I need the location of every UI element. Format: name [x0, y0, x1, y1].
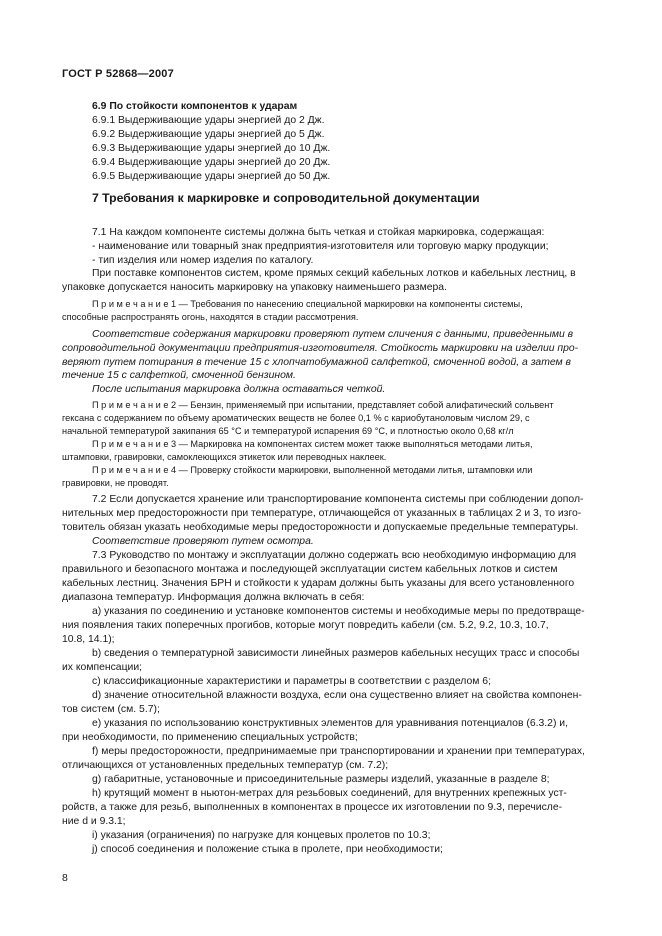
list-item-line: g) габаритные, установочные и присоединительные размеры изделий, указанные в разделе 8;: [92, 774, 550, 785]
paragraph-line: кабельных лестниц. Значения БРН и стойкости к ударам должны быть указаны для всего установленного: [62, 578, 575, 589]
paragraph-line: диапазона температур. Информация должна включать в себя:: [62, 592, 365, 603]
paragraph-line: правильного и безопасного монтажа и последующей эксплуатации систем кабельных лотков и систем: [62, 564, 558, 575]
list-item-line: а) указания по соединению и установке компонентов системы и необходимые меры по предотвраще-: [92, 606, 585, 617]
standard-header: ГОСТ Р 52868—2007: [62, 68, 174, 80]
clause-6-9-3: 6.9.3 Выдерживающие удары энергией до 10 Дж.: [92, 143, 331, 154]
clause-6-9-2: 6.9.2 Выдерживающие удары энергией до 5 Дж.: [92, 129, 325, 140]
paragraph-line: 7.3 Руководство по монтажу и эксплуатации должно содержать всю необходимую информацию для: [92, 550, 577, 561]
list-item-line: ния появления таких поперечных прогибов, которые могут повредить кабели (см. 5.2, 9.2, 10.3, 10.7,: [62, 620, 549, 631]
list-item-line: их компенсации;: [62, 662, 143, 673]
paragraph-line: - тип изделия или номер изделия по каталогу.: [92, 255, 314, 266]
clause-6-9-5: 6.9.5 Выдерживающие удары энергией до 50 Дж.: [92, 171, 331, 182]
italic-line: веряют путем потирания в течение 15 с хлопчатобумажной салфеткой, смоченной водой, а затем в: [62, 357, 571, 368]
note-2-line: начальной температурой закипания 65 °С и температурой испарения 69 °С, и плотностью около 0,68 кг/л: [62, 426, 514, 436]
note-4-line: гравировки, не проводят.: [62, 478, 169, 488]
paragraph-line: 7.2 Если допускается хранение или транспортирование компонента системы при соблюдении допол-: [92, 494, 584, 505]
clause-6-9-title: 6.9 По стойкости компонентов к ударам: [92, 101, 298, 112]
note-4-line: П р и м е ч а н и е 4 — Проверку стойкости маркировки, выполненной методами литья, штамповки или: [92, 465, 533, 475]
note-1-line: П р и м е ч а н и е 1 — Требования по нанесению специальной маркировки на компоненты системы,: [92, 299, 523, 309]
italic-line: течение 15 с салфеткой, смоченной бензином.: [62, 370, 296, 381]
paragraph-line: упаковке допускается наносить маркировку на упаковку наименьшего размера.: [62, 282, 447, 293]
list-item-line: b) сведения о температурной зависимости линейных размеров кабельных несущих трасс и способы: [92, 648, 580, 659]
note-3-line: штамповки, гравировки, самоклеющихся этикеток или переводных наклеек.: [62, 452, 387, 462]
italic-line: Соответствие содержания маркировки проверяют путем сличения с данными, приведенными в: [92, 329, 574, 340]
list-item-line: тов систем (см. 5.7);: [62, 704, 160, 715]
list-item-line: f) меры предосторожности, предпринимаемые при транспортировании и хранении при температурах,: [92, 746, 585, 757]
note-3-line: П р и м е ч а н и е 3 — Маркировка на компонентах систем может также выполняться методами литья,: [92, 439, 533, 449]
list-item-line: h) крутящий момент в ньютон-метрах для резьбовых соединений, для внутренних крепежных уст-: [92, 788, 567, 799]
list-item-line: c) классификационные характеристики и параметры в соответствии с разделом 6;: [92, 676, 491, 687]
page-number: 8: [62, 872, 68, 884]
note-2-line: гексана с содержанием по объему ароматических веществ не более 0,1 % с кариобутаноловым числом 29, с: [62, 413, 530, 423]
list-item-line: ние d и 9.3.1;: [62, 816, 126, 827]
list-item-line: 10.8, 14.1);: [62, 634, 115, 645]
paragraph-line: При поставке компонентов систем, кроме прямых секций кабельных лотков и кабельных лестниц, в: [92, 268, 576, 279]
italic-line: Соответствие проверяют путем осмотра.: [92, 536, 314, 547]
list-item-line: ройств, а также для резьб, выполненных в компонентах в процессе их изготовлении по 9.3, перечисле-: [62, 802, 563, 813]
list-item-line: d) значение относительной влажности воздуха, если она существенно влияет на свойства компонен-: [92, 690, 582, 701]
section-7-title: 7 Требования к маркировке и сопроводительной документации: [92, 191, 480, 205]
clause-6-9-1: 6.9.1 Выдерживающие удары энергией до 2 Дж.: [92, 115, 325, 126]
italic-line: сопроводительной документации предприятия-изготовителя. Стойкость маркировки на изделии про-: [62, 343, 579, 354]
paragraph-line: - наименование или товарный знак предприятия-изготовителя или торговую марку продукции;: [92, 241, 549, 252]
note-1-line: способные распространять огонь, находятся в стадии рассмотрения.: [62, 312, 359, 322]
clause-6-9-4: 6.9.4 Выдерживающие удары энергией до 20 Дж.: [92, 157, 331, 168]
paragraph-line: 7.1 На каждом компоненте системы должна быть четкая и стойкая маркировка, содержащая:: [92, 227, 545, 238]
paragraph-line: товитель обязан указать необходимые меры предосторожности и допускаемые предельные температуры.: [62, 522, 579, 533]
list-item-line: при необходимости, по применению специальных устройств;: [62, 732, 358, 743]
note-2-line: П р и м е ч а н и е 2 — Бензин, применяемый при испытании, представляет собой алифатический сольвент: [92, 400, 554, 410]
list-item-line: j) способ соединения и положение стыка в пролете, при необходимости;: [92, 844, 443, 855]
italic-line: После испытания маркировка должна оставаться четкой.: [92, 384, 386, 395]
list-item-line: i) указания (ограничения) по нагрузке для концевых пролетов по 10.3;: [92, 830, 431, 841]
list-item-line: отличающихся от установленных предельных температур (см. 7.2);: [62, 760, 389, 771]
list-item-line: e) указания по использованию конструктивных элементов для уравнивания потенциалов (6.3.2) и,: [92, 718, 568, 729]
paragraph-line: нительных мер предосторожности при температуре, отличающейся от указанных в таблицах 2 и 3, то изго-: [62, 508, 582, 519]
